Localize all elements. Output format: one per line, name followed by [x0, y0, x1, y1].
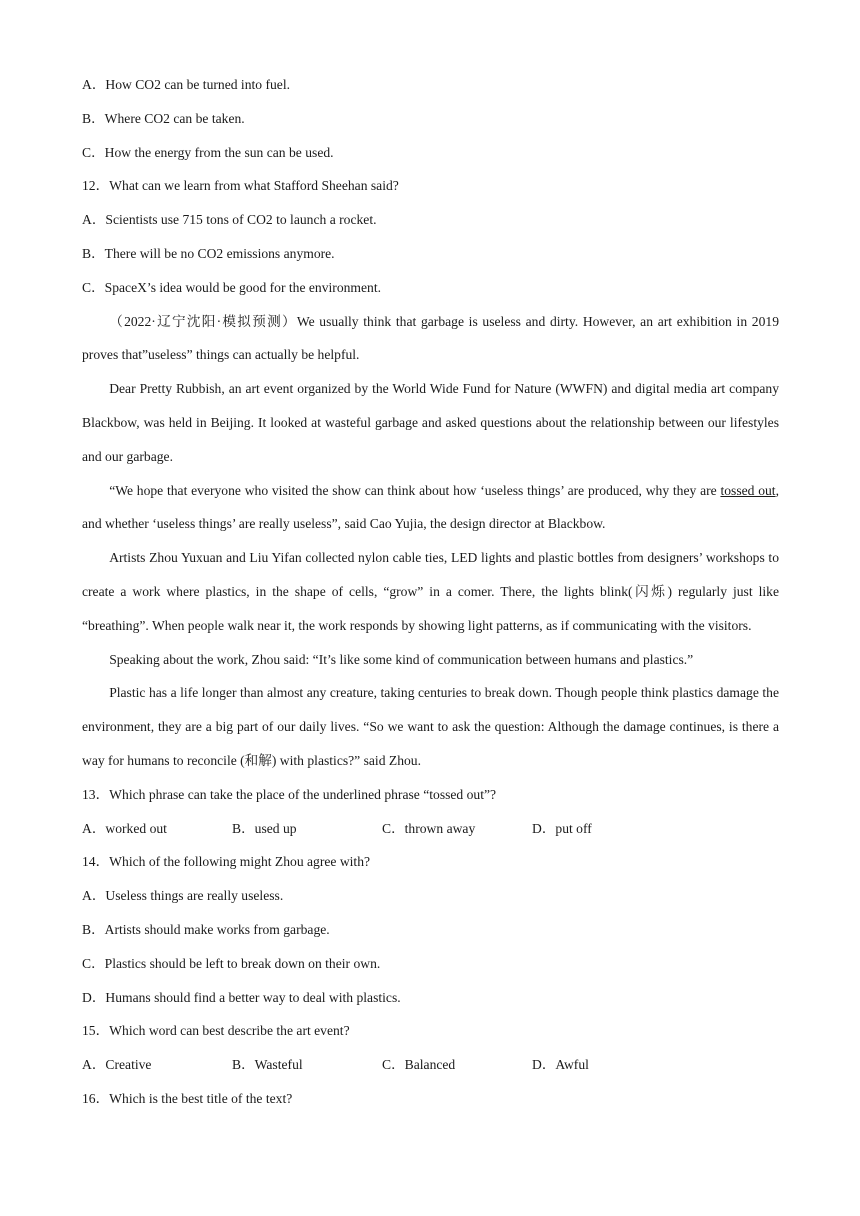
- document-page: [82, 68, 779, 1116]
- q13-option-c: C．thrown away: [382, 820, 476, 836]
- q12-option-a: A．Scientists use 715 tons of CO2 to launch a rocket.: [82, 212, 377, 228]
- q11-option-a: A．How CO2 can be turned into fuel.: [82, 77, 291, 92]
- q14-option-c: C．Plastics should be left to break down on their own.: [82, 955, 381, 971]
- passage-paragraph-4: Artists Zhou Yuxuan and Liu Yifan collected nylon cable ties, LED lights and plastic bottles from designers’ workshops to create a work where plastics, in the shape of cells, “grow” in a comer. There, the lights blink(闪烁) regularly just like “breathing”. When people walk near it, the work responds by showing light patterns, as if communicating with the visitors.: [82, 550, 779, 633]
- q15-option-b: B．Wasteful: [232, 1057, 303, 1073]
- q14-question: 14．Which of the following might Zhou agree with?: [82, 854, 371, 870]
- q13-option-b: B．used up: [232, 820, 297, 836]
- q14-option-b: B．Artists should make works from garbage.: [82, 921, 330, 937]
- q15-option-c: C．Balanced: [382, 1057, 456, 1073]
- paragraph-3-text-before: “We hope that everyone who visited the show can think about how ‘useless things’ are produced, why they are: [109, 482, 721, 498]
- q13-options: [82, 812, 779, 846]
- passage-paragraph-5: Speaking about the work, Zhou said: “It’s like some kind of communication between humans and plastics.”: [109, 651, 694, 667]
- q11-option-c: C．How the energy from the sun can be used.: [82, 144, 334, 160]
- underlined-phrase: tossed out: [720, 482, 776, 498]
- q13-question: 13．Which phrase can take the place of the underlined phrase “tossed out”?: [82, 786, 497, 802]
- passage-paragraph-2: Dear Pretty Rubbish, an art event organized by the World Wide Fund for Nature (WWFN) and digital media art company Blackbow, was held in Beijing. It looked at wasteful garbage and asked questions about the relationship between our lifestyles and our garbage.: [82, 381, 779, 464]
- q12-option-b: B．There will be no CO2 emissions anymore.: [82, 245, 335, 261]
- q15-option-a: A．Creative: [82, 1057, 152, 1073]
- q12-option-c: C．SpaceX’s idea would be good for the environment.: [82, 279, 381, 295]
- q15-option-d: D．Awful: [532, 1057, 589, 1073]
- q11-option-b: B．Where CO2 can be taken.: [82, 110, 245, 126]
- passage-paragraph-1: （2022·辽宁沈阳·模拟预测）We usually think that garbage is useless and dirty. However, an art exhibition in 2019 proves that”useless” things can actually be helpful.: [82, 313, 779, 363]
- passage-paragraph-3: [82, 474, 779, 542]
- q14-option-a: A．Useless things are really useless.: [82, 888, 284, 904]
- q12-question: 12．What can we learn from what Stafford Sheehan said?: [82, 178, 399, 194]
- q13-option-a: A．worked out: [82, 820, 167, 836]
- paragraph-3-text-after: , and whether ‘useless things’ are really useless”, said Cao Yujia, the design director at Blackbow.: [82, 482, 779, 532]
- q15-question: 15．Which word can best describe the art event?: [82, 1023, 350, 1039]
- q14-option-d: D．Humans should find a better way to deal with plastics.: [82, 989, 401, 1005]
- q15-options: [82, 1048, 779, 1082]
- q13-option-d: D．put off: [532, 820, 592, 836]
- q16-question: 16．Which is the best title of the text?: [82, 1090, 293, 1106]
- passage-paragraph-6: Plastic has a life longer than almost any creature, taking centuries to break down. Though people think plastics damage the environment, they are a big part of our daily lives. “So we want to ask the question: Although the damage continues, is there a way for humans to reconcile (和解) with plastics?” said Zhou.: [82, 685, 779, 768]
